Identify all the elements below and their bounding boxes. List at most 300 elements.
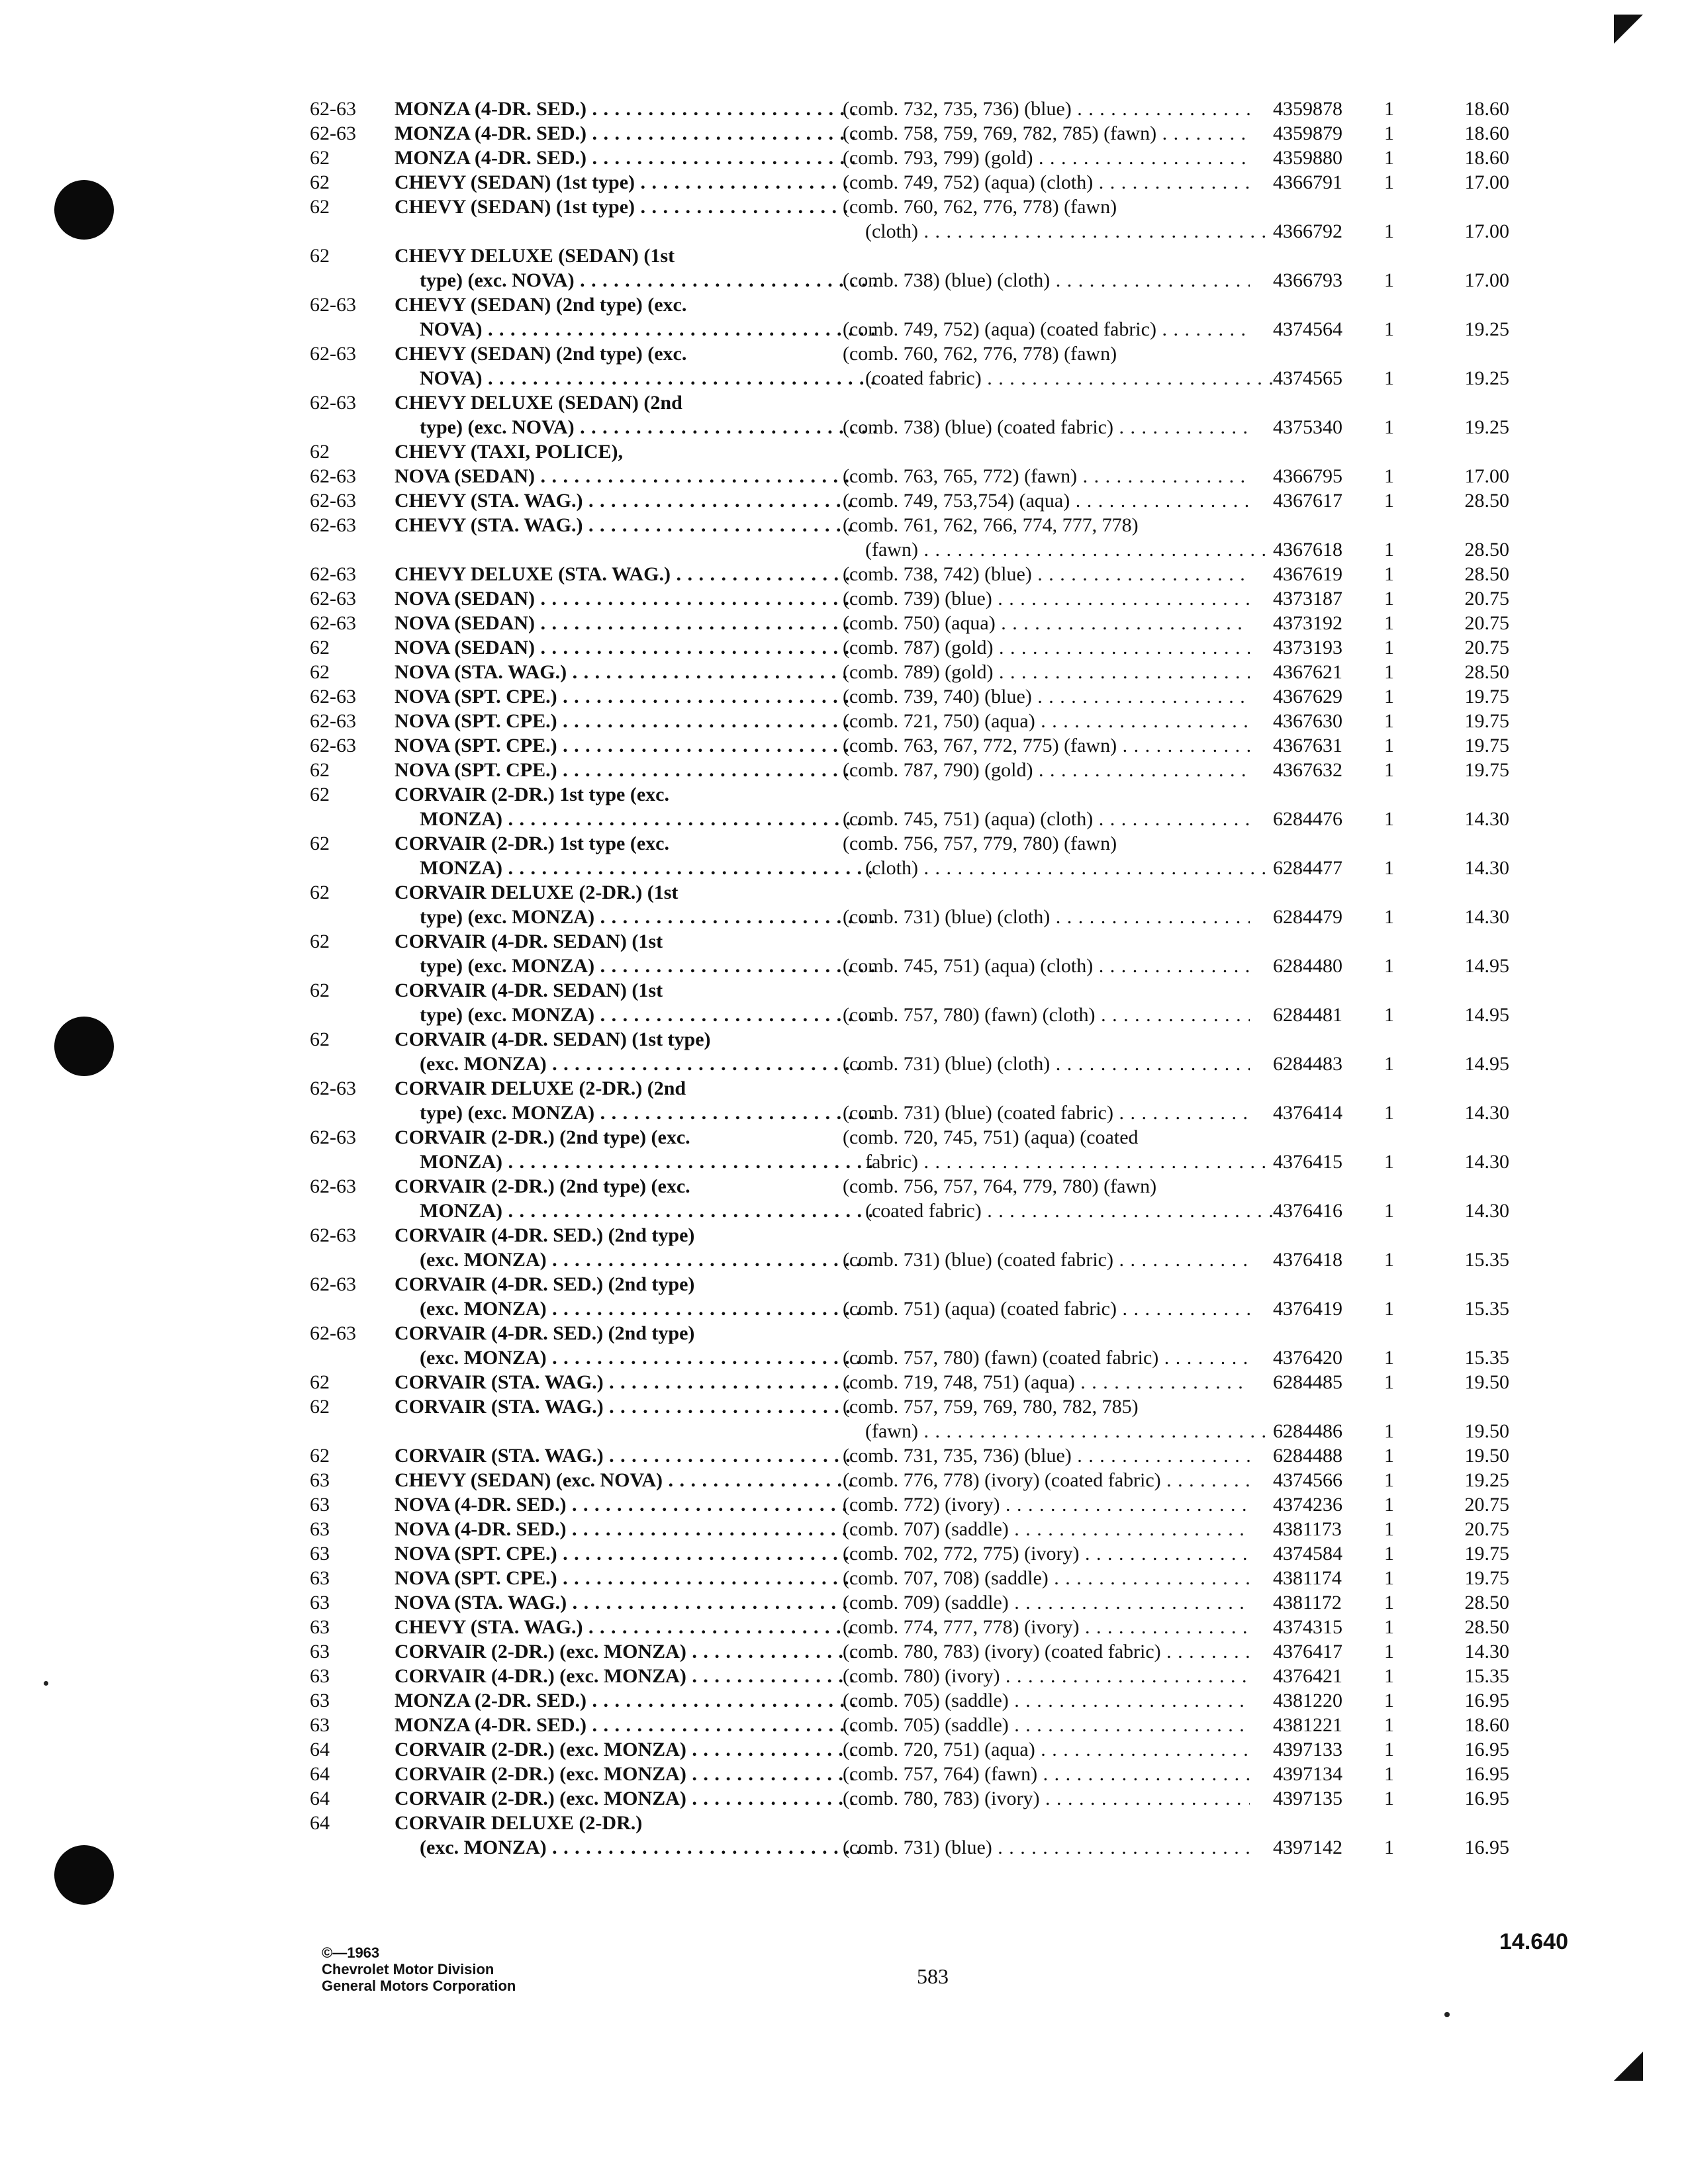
price: 19.75: [1464, 759, 1509, 781]
table-row: [310, 1223, 1511, 1272]
model-description: NOVA (STA. WAG.) . . .: [395, 660, 855, 684]
part-number: 4373193: [1273, 637, 1342, 659]
table-row: [310, 1076, 1511, 1125]
publisher-info: [322, 1944, 516, 1994]
price: 14.30: [1464, 1641, 1509, 1662]
trim-combination: (comb. 751) (aqua) (coated fabric) . . .: [843, 1297, 1250, 1321]
quantity: 1: [1384, 661, 1394, 683]
part-number: 4359880: [1273, 147, 1342, 169]
part-number: 4366791: [1273, 171, 1342, 193]
price: 16.95: [1464, 1763, 1509, 1785]
part-number: 4376421: [1273, 1665, 1342, 1687]
part-number: 6284477: [1273, 857, 1342, 879]
table-row: [310, 1737, 1511, 1762]
trim-combination: (comb. 738) (blue) (cloth) . . .: [843, 268, 1250, 293]
quantity: 1: [1384, 416, 1394, 438]
quantity: 1: [1384, 1249, 1394, 1271]
quantity: 1: [1384, 367, 1394, 389]
part-number: 4367617: [1273, 490, 1342, 512]
price: 14.95: [1464, 1004, 1509, 1026]
model-year: 62-63: [310, 1126, 356, 1148]
model-year: 62-63: [310, 514, 356, 536]
part-number: 4381221: [1273, 1714, 1342, 1736]
quantity: 1: [1384, 1004, 1394, 1026]
model-year: 62-63: [310, 98, 356, 120]
trim-combination: (comb. 721, 750) (aqua) . . .: [843, 709, 1250, 733]
price: 28.50: [1464, 490, 1509, 512]
model-description: NOVA (SEDAN) . . .: [395, 635, 855, 660]
model-description: CORVAIR (2-DR.) (exc. MONZA) . . .: [395, 1762, 855, 1786]
part-number: 6284481: [1273, 1004, 1342, 1026]
trim-combination: (comb. 757, 759, 769, 780, 782, 785): [843, 1396, 1139, 1418]
copyright-line: ©—1963: [322, 1944, 380, 1961]
part-number: 4376415: [1273, 1151, 1342, 1173]
trim-combination: (comb. 739, 740) (blue) . . .: [843, 684, 1250, 709]
price: 19.75: [1464, 1543, 1509, 1565]
model-year: 62-63: [310, 612, 356, 634]
model-description: CHEVY DELUXE (SEDAN) (1st: [395, 245, 675, 267]
table-row: [310, 562, 1511, 586]
part-number: 4374566: [1273, 1469, 1342, 1491]
part-number: 4376419: [1273, 1298, 1342, 1320]
model-year: 63: [310, 1518, 330, 1540]
quantity: 1: [1384, 318, 1394, 340]
table-row: [310, 758, 1511, 782]
model-description: MONZA) . . .: [395, 1199, 880, 1223]
section-number: 14.640: [1499, 1929, 1568, 1954]
table-row: [310, 929, 1511, 978]
table-row: [310, 1713, 1511, 1737]
table-row: [310, 660, 1511, 684]
price: 19.75: [1464, 1567, 1509, 1589]
part-number: 4374565: [1273, 367, 1342, 389]
part-number: 4376414: [1273, 1102, 1342, 1124]
part-number: 4367621: [1273, 661, 1342, 683]
model-description: CORVAIR (2-DR.) (2nd type) (exc.: [395, 1126, 690, 1148]
price: 19.75: [1464, 735, 1509, 756]
quantity: 1: [1384, 637, 1394, 659]
trim-combination: (comb. 720, 745, 751) (aqua) (coated: [843, 1126, 1139, 1148]
quantity: 1: [1384, 1445, 1394, 1467]
table-row: [310, 733, 1511, 758]
model-year: 62-63: [310, 122, 356, 144]
table-row: [310, 1786, 1511, 1811]
model-year: 62: [310, 1396, 330, 1418]
table-row: [310, 488, 1511, 513]
price: 28.50: [1464, 539, 1509, 561]
quantity: 1: [1384, 539, 1394, 561]
model-year: 62-63: [310, 1322, 356, 1344]
trim-combination: (comb. 763, 767, 772, 775) (fawn) . . .: [843, 733, 1250, 758]
model-description: CORVAIR DELUXE (2-DR.) (2nd: [395, 1077, 686, 1099]
trim-combination: (comb. 749, 752) (aqua) (cloth) . . .: [843, 170, 1250, 195]
trim-combination: (comb. 761, 762, 766, 774, 777, 778): [843, 514, 1139, 536]
price: 19.25: [1464, 416, 1509, 438]
model-description: MONZA (4-DR. SED.) . . .: [395, 146, 855, 170]
model-description: CHEVY (SEDAN) (1st type) . . .: [395, 170, 855, 195]
trim-combination: (comb. 745, 751) (aqua) (cloth) . . .: [843, 954, 1250, 978]
trim-combination: (comb. 757, 780) (fawn) (cloth) . . .: [843, 1003, 1250, 1027]
table-row: [310, 146, 1511, 170]
table-row: [310, 1541, 1511, 1566]
model-description: CHEVY (SEDAN) (1st type) . . .: [395, 195, 855, 219]
part-number: 4367619: [1273, 563, 1342, 585]
part-number: 4397134: [1273, 1763, 1342, 1785]
trim-combination: (comb. 720, 751) (aqua) . . .: [843, 1737, 1250, 1762]
model-description: CORVAIR (STA. WAG.) . . .: [395, 1370, 855, 1394]
model-description: NOVA (SPT. CPE.) . . .: [395, 733, 855, 758]
quantity: 1: [1384, 1788, 1394, 1809]
trim-combination: (cloth) . . .: [843, 856, 1272, 880]
model-year: 62-63: [310, 735, 356, 756]
price: 19.25: [1464, 1469, 1509, 1491]
table-row: [310, 1321, 1511, 1370]
table-row: [310, 341, 1511, 390]
table-row: [310, 684, 1511, 709]
trim-combination: (comb. 780) (ivory) . . .: [843, 1664, 1250, 1688]
model-description: CORVAIR (4-DR.) (exc. MONZA) . . .: [395, 1664, 855, 1688]
model-description: MONZA) . . .: [395, 807, 880, 831]
table-row: [310, 635, 1511, 660]
model-description: CORVAIR (2-DR.) (2nd type) (exc.: [395, 1175, 690, 1197]
trim-combination: (comb. 745, 751) (aqua) (cloth) . . .: [843, 807, 1250, 831]
trim-combination: (comb. 789) (gold) . . .: [843, 660, 1250, 684]
scan-speck: [44, 1681, 48, 1686]
model-year: 62-63: [310, 1077, 356, 1099]
trim-combination: (comb. 760, 762, 776, 778) (fawn): [843, 343, 1117, 365]
model-description: type) (exc. NOVA) . . .: [395, 415, 880, 439]
table-row: [310, 1272, 1511, 1321]
model-description: CHEVY (SEDAN) (exc. NOVA) . . .: [395, 1468, 855, 1492]
model-year: 63: [310, 1690, 330, 1711]
model-description: CHEVY DELUXE (SEDAN) (2nd: [395, 392, 682, 414]
table-row: [310, 782, 1511, 831]
part-number: 6284480: [1273, 955, 1342, 977]
model-description: NOVA (SEDAN) . . .: [395, 464, 855, 488]
model-description: NOVA (SPT. CPE.) . . .: [395, 1541, 855, 1566]
quantity: 1: [1384, 1420, 1394, 1442]
part-number: 4373187: [1273, 588, 1342, 610]
model-description: NOVA (4-DR. SED.) . . .: [395, 1517, 855, 1541]
price: 15.35: [1464, 1249, 1509, 1271]
trim-combination: (comb. 732, 735, 736) (blue) . . .: [843, 97, 1250, 121]
model-year: 62: [310, 931, 330, 952]
model-description: MONZA (4-DR. SED.) . . .: [395, 121, 855, 146]
trim-combination: (comb. 757, 764) (fawn) . . .: [843, 1762, 1250, 1786]
model-description: CORVAIR (STA. WAG.) . . .: [395, 1394, 855, 1419]
part-number: 4367629: [1273, 686, 1342, 707]
trim-combination: (comb. 731) (blue) (cloth) . . .: [843, 905, 1250, 929]
model-year: 63: [310, 1616, 330, 1638]
price: 18.60: [1464, 122, 1509, 144]
table-row: [310, 121, 1511, 146]
price: 15.35: [1464, 1665, 1509, 1687]
model-description: (exc. MONZA) . . .: [395, 1297, 880, 1321]
model-description: (exc. MONZA) . . .: [395, 1248, 880, 1272]
part-number: 6284485: [1273, 1371, 1342, 1393]
part-number: 4366795: [1273, 465, 1342, 487]
part-number: 4366793: [1273, 269, 1342, 291]
model-year: 62-63: [310, 563, 356, 585]
table-row: [310, 586, 1511, 611]
binder-hole-bottom: [54, 1845, 114, 1905]
quantity: 1: [1384, 147, 1394, 169]
binder-hole-top: [54, 180, 114, 240]
quantity: 1: [1384, 98, 1394, 120]
price: 15.35: [1464, 1298, 1509, 1320]
price: 28.50: [1464, 661, 1509, 683]
corporation-line: General Motors Corporation: [322, 1978, 516, 1994]
table-row: [310, 1811, 1511, 1860]
part-number: 6284483: [1273, 1053, 1342, 1075]
model-description: CHEVY (SEDAN) (2nd type) (exc.: [395, 294, 687, 316]
model-year: 63: [310, 1469, 330, 1491]
price: 20.75: [1464, 637, 1509, 659]
table-row: [310, 611, 1511, 635]
price: 28.50: [1464, 1592, 1509, 1614]
table-row: [310, 293, 1511, 341]
price: 17.00: [1464, 465, 1509, 487]
trim-combination: (comb. 776, 778) (ivory) (coated fabric) . . .: [843, 1468, 1250, 1492]
trim-combination: (comb. 707, 708) (saddle) . . .: [843, 1566, 1250, 1590]
trim-combination: (fawn) . . .: [843, 1419, 1272, 1443]
table-row: [310, 195, 1511, 244]
trim-combination: (comb. 780, 783) (ivory) (coated fabric) . . .: [843, 1639, 1250, 1664]
quantity: 1: [1384, 490, 1394, 512]
model-description: CORVAIR (4-DR. SED.) (2nd type): [395, 1224, 695, 1246]
table-row: [310, 170, 1511, 195]
division-line: Chevrolet Motor Division: [322, 1961, 494, 1978]
model-year: 63: [310, 1543, 330, 1565]
quantity: 1: [1384, 588, 1394, 610]
quantity: 1: [1384, 612, 1394, 634]
trim-combination: (comb. 763, 765, 772) (fawn) . . .: [843, 464, 1250, 488]
trim-combination: (coated fabric) . . .: [843, 366, 1272, 390]
part-number: 4374315: [1273, 1616, 1342, 1638]
model-description: CHEVY (STA. WAG.) . . .: [395, 1615, 855, 1639]
model-year: 64: [310, 1763, 330, 1785]
table-row: [310, 978, 1511, 1027]
quantity: 1: [1384, 955, 1394, 977]
price: 19.25: [1464, 367, 1509, 389]
model-year: 63: [310, 1494, 330, 1516]
price: 14.30: [1464, 1102, 1509, 1124]
model-description: type) (exc. MONZA) . . .: [395, 1101, 880, 1125]
model-description: MONZA) . . .: [395, 856, 880, 880]
page-number: 583: [917, 1964, 949, 1988]
price: 16.95: [1464, 1788, 1509, 1809]
model-year: 63: [310, 1641, 330, 1662]
model-description: CORVAIR DELUXE (2-DR.) (1st: [395, 882, 679, 903]
trim-combination: (comb. 760, 762, 776, 778) (fawn): [843, 196, 1117, 218]
quantity: 1: [1384, 686, 1394, 707]
table-row: [310, 1394, 1511, 1443]
trim-combination: (comb. 707) (saddle) . . .: [843, 1517, 1250, 1541]
price: 14.95: [1464, 955, 1509, 977]
model-year: 62: [310, 245, 330, 267]
model-description: NOVA (STA. WAG.) . . .: [395, 1590, 855, 1615]
trim-combination: (cloth) . . .: [843, 219, 1272, 244]
model-description: NOVA (SEDAN) . . .: [395, 586, 855, 611]
price: 19.75: [1464, 686, 1509, 707]
price: 20.75: [1464, 588, 1509, 610]
quantity: 1: [1384, 1665, 1394, 1687]
price: 14.30: [1464, 1200, 1509, 1222]
price: 17.00: [1464, 171, 1509, 193]
model-year: 63: [310, 1567, 330, 1589]
trim-combination: (comb. 738, 742) (blue) . . .: [843, 562, 1250, 586]
model-year: 62-63: [310, 686, 356, 707]
table-row: [310, 709, 1511, 733]
price: 18.60: [1464, 147, 1509, 169]
trim-combination: (comb. 757, 780) (fawn) (coated fabric) . . .: [843, 1345, 1250, 1370]
quantity: 1: [1384, 1053, 1394, 1075]
model-year: 62: [310, 759, 330, 781]
trim-combination: (comb. 731) (blue) (coated fabric) . . .: [843, 1248, 1250, 1272]
trim-combination: (comb. 702, 772, 775) (ivory) . . .: [843, 1541, 1250, 1566]
trim-combination: (coated fabric) . . .: [843, 1199, 1272, 1223]
model-description: CHEVY (STA. WAG.) . . .: [395, 488, 855, 513]
part-number: 4367632: [1273, 759, 1342, 781]
table-row: [310, 1590, 1511, 1615]
price: 14.30: [1464, 1151, 1509, 1173]
trim-combination: (comb. 719, 748, 751) (aqua) . . .: [843, 1370, 1250, 1394]
price: 16.95: [1464, 1739, 1509, 1760]
trim-combination: (comb. 749, 753,754) (aqua) . . .: [843, 488, 1250, 513]
model-description: CORVAIR (4-DR. SEDAN) (1st: [395, 931, 663, 952]
price: 14.30: [1464, 857, 1509, 879]
model-year: 62-63: [310, 343, 356, 365]
quantity: 1: [1384, 563, 1394, 585]
model-description: NOVA (SPT. CPE.) . . .: [395, 709, 855, 733]
trim-combination: (comb. 756, 757, 779, 780) (fawn): [843, 833, 1117, 854]
quantity: 1: [1384, 1298, 1394, 1320]
quantity: 1: [1384, 1567, 1394, 1589]
price: 17.00: [1464, 220, 1509, 242]
table-row: [310, 513, 1511, 562]
quantity: 1: [1384, 710, 1394, 732]
quantity: 1: [1384, 1200, 1394, 1222]
model-description: NOVA (SPT. CPE.) . . .: [395, 684, 855, 709]
model-description: (exc. MONZA) . . .: [395, 1052, 880, 1076]
price: 20.75: [1464, 612, 1509, 634]
price: 18.60: [1464, 1714, 1509, 1736]
model-year: 62-63: [310, 1224, 356, 1246]
table-row: [310, 1664, 1511, 1688]
quantity: 1: [1384, 735, 1394, 756]
model-year: 62-63: [310, 1273, 356, 1295]
table-row: [310, 1370, 1511, 1394]
price: 17.00: [1464, 269, 1509, 291]
price: 19.75: [1464, 710, 1509, 732]
part-number: 4397135: [1273, 1788, 1342, 1809]
part-number: 4374564: [1273, 318, 1342, 340]
quantity: 1: [1384, 906, 1394, 928]
price: 15.35: [1464, 1347, 1509, 1369]
model-description: CHEVY (SEDAN) (2nd type) (exc.: [395, 343, 687, 365]
model-description: NOVA (4-DR. SED.) . . .: [395, 1492, 855, 1517]
part-number: 4381220: [1273, 1690, 1342, 1711]
parts-list-table: [310, 97, 1511, 1860]
quantity: 1: [1384, 1347, 1394, 1369]
model-year: 62: [310, 833, 330, 854]
model-year: 62-63: [310, 1175, 356, 1197]
quantity: 1: [1384, 808, 1394, 830]
quantity: 1: [1384, 465, 1394, 487]
table-row: [310, 1639, 1511, 1664]
table-row: [310, 1762, 1511, 1786]
quantity: 1: [1384, 122, 1394, 144]
model-description: CORVAIR (STA. WAG.) . . .: [395, 1443, 855, 1468]
part-number: 4397142: [1273, 1837, 1342, 1858]
part-number: 4397133: [1273, 1739, 1342, 1760]
part-number: 4376417: [1273, 1641, 1342, 1662]
model-year: 62: [310, 1028, 330, 1050]
table-row: [310, 97, 1511, 121]
trim-combination: (comb. 738) (blue) (coated fabric) . . .: [843, 415, 1250, 439]
model-description: CORVAIR DELUXE (2-DR.): [395, 1812, 643, 1834]
model-year: 62: [310, 882, 330, 903]
quantity: 1: [1384, 1616, 1394, 1638]
price: 16.95: [1464, 1837, 1509, 1858]
model-year: 62: [310, 979, 330, 1001]
model-description: CHEVY (STA. WAG.) . . .: [395, 513, 855, 537]
trim-combination: (comb. 739) (blue) . . .: [843, 586, 1250, 611]
model-description: type) (exc. MONZA) . . .: [395, 905, 880, 929]
table-row: [310, 1566, 1511, 1590]
trim-combination: (comb. 731) (blue) (cloth) . . .: [843, 1052, 1250, 1076]
model-year: 62-63: [310, 710, 356, 732]
model-year: 62-63: [310, 465, 356, 487]
price: 20.75: [1464, 1494, 1509, 1516]
table-row: [310, 1027, 1511, 1076]
trim-combination: (comb. 793, 799) (gold) . . .: [843, 146, 1250, 170]
part-number: 4376420: [1273, 1347, 1342, 1369]
model-year: 63: [310, 1714, 330, 1736]
quantity: 1: [1384, 1690, 1394, 1711]
part-number: 4374236: [1273, 1494, 1342, 1516]
price: 14.95: [1464, 1053, 1509, 1075]
quantity: 1: [1384, 1641, 1394, 1662]
table-row: [310, 1615, 1511, 1639]
model-description: NOVA (SPT. CPE.) . . .: [395, 1566, 855, 1590]
model-year: 64: [310, 1739, 330, 1760]
price: 14.30: [1464, 906, 1509, 928]
quantity: 1: [1384, 759, 1394, 781]
quantity: 1: [1384, 220, 1394, 242]
trim-combination: (comb. 758, 759, 769, 782, 785) (fawn) . . .: [843, 121, 1250, 146]
trim-combination: (comb. 772) (ivory) . . .: [843, 1492, 1250, 1517]
trim-combination: (comb. 756, 757, 764, 779, 780) (fawn): [843, 1175, 1157, 1197]
price: 19.50: [1464, 1371, 1509, 1393]
quantity: 1: [1384, 1469, 1394, 1491]
table-row: [310, 244, 1511, 293]
model-year: 64: [310, 1788, 330, 1809]
price: 28.50: [1464, 563, 1509, 585]
quantity: 1: [1384, 857, 1394, 879]
quantity: 1: [1384, 1592, 1394, 1614]
model-year: 62-63: [310, 588, 356, 610]
part-number: 4381172: [1273, 1592, 1342, 1614]
model-description: (exc. MONZA) . . .: [395, 1835, 880, 1860]
part-number: 6284479: [1273, 906, 1342, 928]
quantity: 1: [1384, 1763, 1394, 1785]
part-number: 4359878: [1273, 98, 1342, 120]
model-description: CORVAIR (4-DR. SEDAN) (1st: [395, 979, 663, 1001]
model-description: MONZA (4-DR. SED.) . . .: [395, 1713, 855, 1737]
part-number: 4367618: [1273, 539, 1342, 561]
model-year: 62: [310, 661, 330, 683]
